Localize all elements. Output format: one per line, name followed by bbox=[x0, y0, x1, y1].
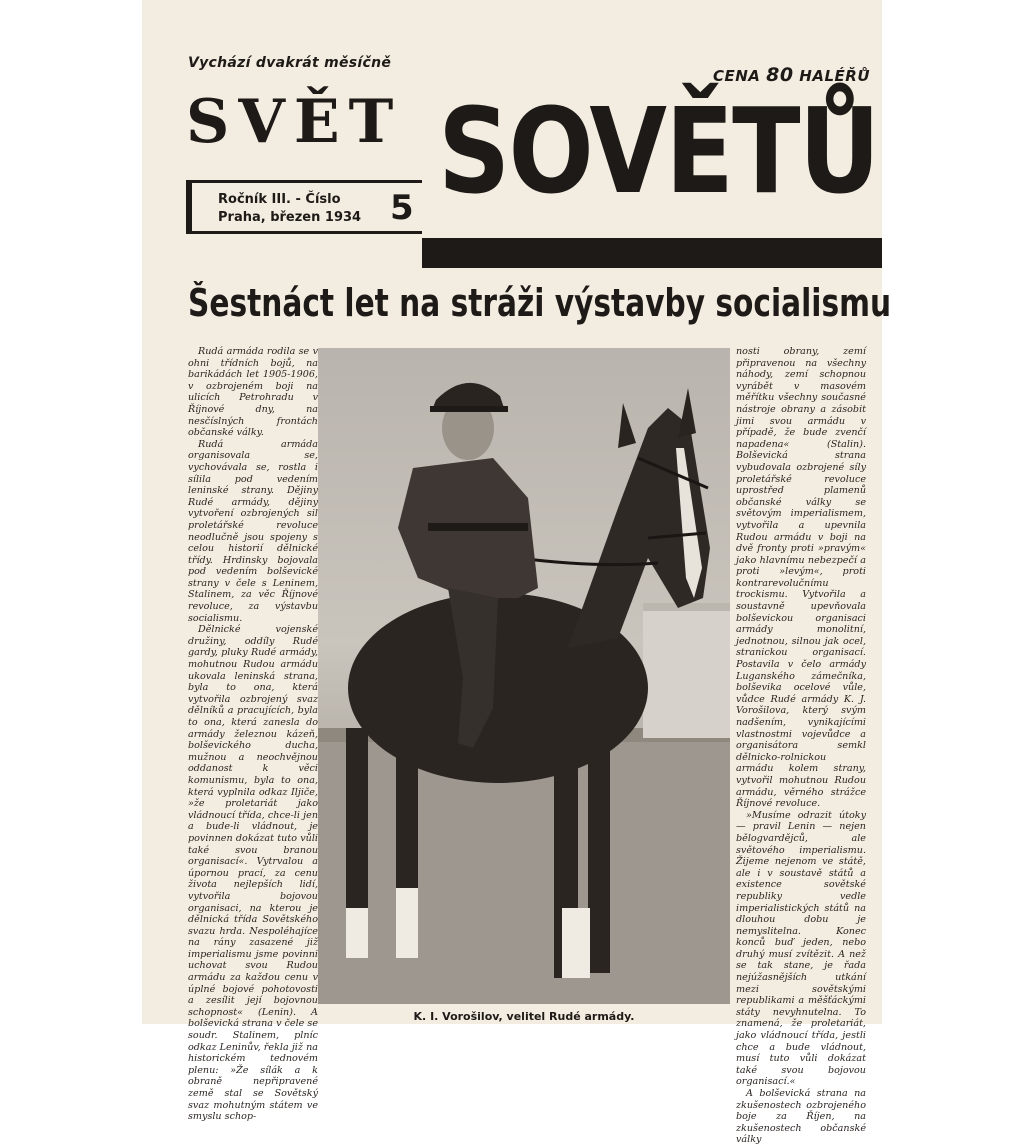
price-value: 80 bbox=[766, 64, 794, 86]
paragraph: A bolševická strana na zkušenostech ozbrojeného boje za Říjen, na zkušenostech občanské války bbox=[736, 1088, 866, 1146]
issue-date: Praha, březen 1934 bbox=[218, 210, 362, 225]
newspaper-page bbox=[142, 0, 892, 1146]
photo-caption: K. I. Vorošilov, velitel Rudé armády. bbox=[413, 1010, 635, 1023]
masthead-divider-bar bbox=[422, 238, 882, 268]
issue-number: 5 bbox=[390, 188, 414, 228]
price-suffix: HALÉŘŮ bbox=[799, 67, 870, 85]
issue-volume: Ročník III. - Číslo bbox=[218, 192, 341, 207]
tagline: Vychází dvakrát měsíčně bbox=[188, 55, 392, 71]
masthead-title-right: SOVĚTŮ bbox=[438, 82, 879, 220]
paragraph: Dělnické vojenské družiny, oddíly Rudé gardy, pluky Rudé armády, mohutnou Rudou armádu ukovala leninská strana, byla to ona, která vytvořila ozbrojený svaz dělníků a pracujících, byla to ona, která zanesla do armády železnou kázeň, bolševického ducha, mužnou a neochvějnou oddanost k věci komunismu, byla to ona, která vyplnila odkaz Iljiče, »že proletariát jako vládnoucí třída, chce-li jen a bude-li vládnout, je povinnen dokázat tuto vůli také svou branou organisací«. Vytrvalou a úpornou prací, za cenu života nejlepších lidí, vytvořila bojovou organisaci, na kterou je dělnická třída Sovětského svazu hrda. Nespoléhajíce na rány zasazené již imperialismu jsme povinni uchovat svou Rudou armádu za každou cenu v úplné bojové pohotovosti a zesílit její bojovnou schopnost« (Lenin). A bolševická strana v čele se soudr. Stalinem, plníc odkaz Leninův, řekla již na historickém tednovém plenu: »Že sílák a k obraně nepřipravené země stal se Sovětský svaz mohutným státem ve smyslu schop- bbox=[188, 624, 318, 1123]
paragraph: »Musíme odrazit útoky — pravil Lenin — nejen bělogvardějců, ale světového imperialismu. Žijeme nejenom ve státě, ale i v soustavě států a existence sovětské republiky vedle imperialistických států na dlouhou dobu je nemyslitelna. Konec konců buď jeden, nebo druhý musí zvítězit. A než se tak stane, je řada nejúžasnějších utkání mezi sovětskými republikami a měšťáckými státy nevyhnutelna. To znamená, že proletariát, jako vládnoucí třída, jestli chce a bude vládnout, musí tuto vůli dokázat také svou bojovou organisací.« bbox=[736, 809, 866, 1088]
paragraph: nosti obrany, zemí připravenou na všechny náhody, zemí schopnou vyrábět v masovém měřítku všechny současné nástroje obrany a zásobit jimi svou armádu v případě, že bude zvenčí napadena« (Stalin). Bolševická strana vybudovala ozbrojené síly proletářské revoluce uprostřed plamenů občanské války se světovým imperialismem, vytvořila a upevnila Rudou armádu v boji na dvě fronty proti »pravým« jako hlavnímu nebezpečí a proti »levým«, proti kontrarevolučnímu trockismu. Vytvořila a soustavně upevňovala bolševickou organisaci armády monolitní, jednotnou, silnou jak ocel, stranickou organisací. Postavila v čelo armády Luganského zámečníka, bolševika ocelové vůle, vůdce Rudé armády K. J. Vorošilova, který svým nadšením, vynikajícími vlastnostmi vojevůdce a organisátora semkl dělnicko-rolnickou armádu kolem strany, vytvořil mohutnou Rudou armádu, věrného strážce Říjnové revoluce. bbox=[736, 346, 866, 810]
headline: Šestnáct let na stráži výstavby socialismu bbox=[188, 281, 892, 325]
paragraph: Rudá armáda organisovala se, vychovávala se, rostla i sílila pod vedením leninské strany. Dějiny Rudé armády, dějiny vytvoření ozbrojených sil proletářské revoluce neodlučně jsou spojeny s celou historií dělnické třídy. Hrdinsky bojovala pod vedením bolševické strany v čele s Leninem, Stalinem, za věc Říjnové revoluce, za výstavbu socialismu. bbox=[188, 438, 318, 624]
article-column-left bbox=[188, 346, 318, 1123]
paragraph: Rudá armáda rodila se v ohni třídních bojů, na barikádách let 1905-1906, v ozbrojeném boji na ulicích Petrohradu v Říjnové dny, na nesčíslných frontách občanské války. bbox=[188, 346, 318, 439]
price-prefix: CENA bbox=[712, 67, 761, 85]
issue-info-box bbox=[186, 180, 422, 234]
horse-rider-illustration bbox=[318, 348, 730, 1004]
portrait-photo bbox=[318, 348, 730, 1004]
masthead-title-left: SVĚT bbox=[186, 87, 403, 157]
article-column-right bbox=[736, 346, 866, 1146]
